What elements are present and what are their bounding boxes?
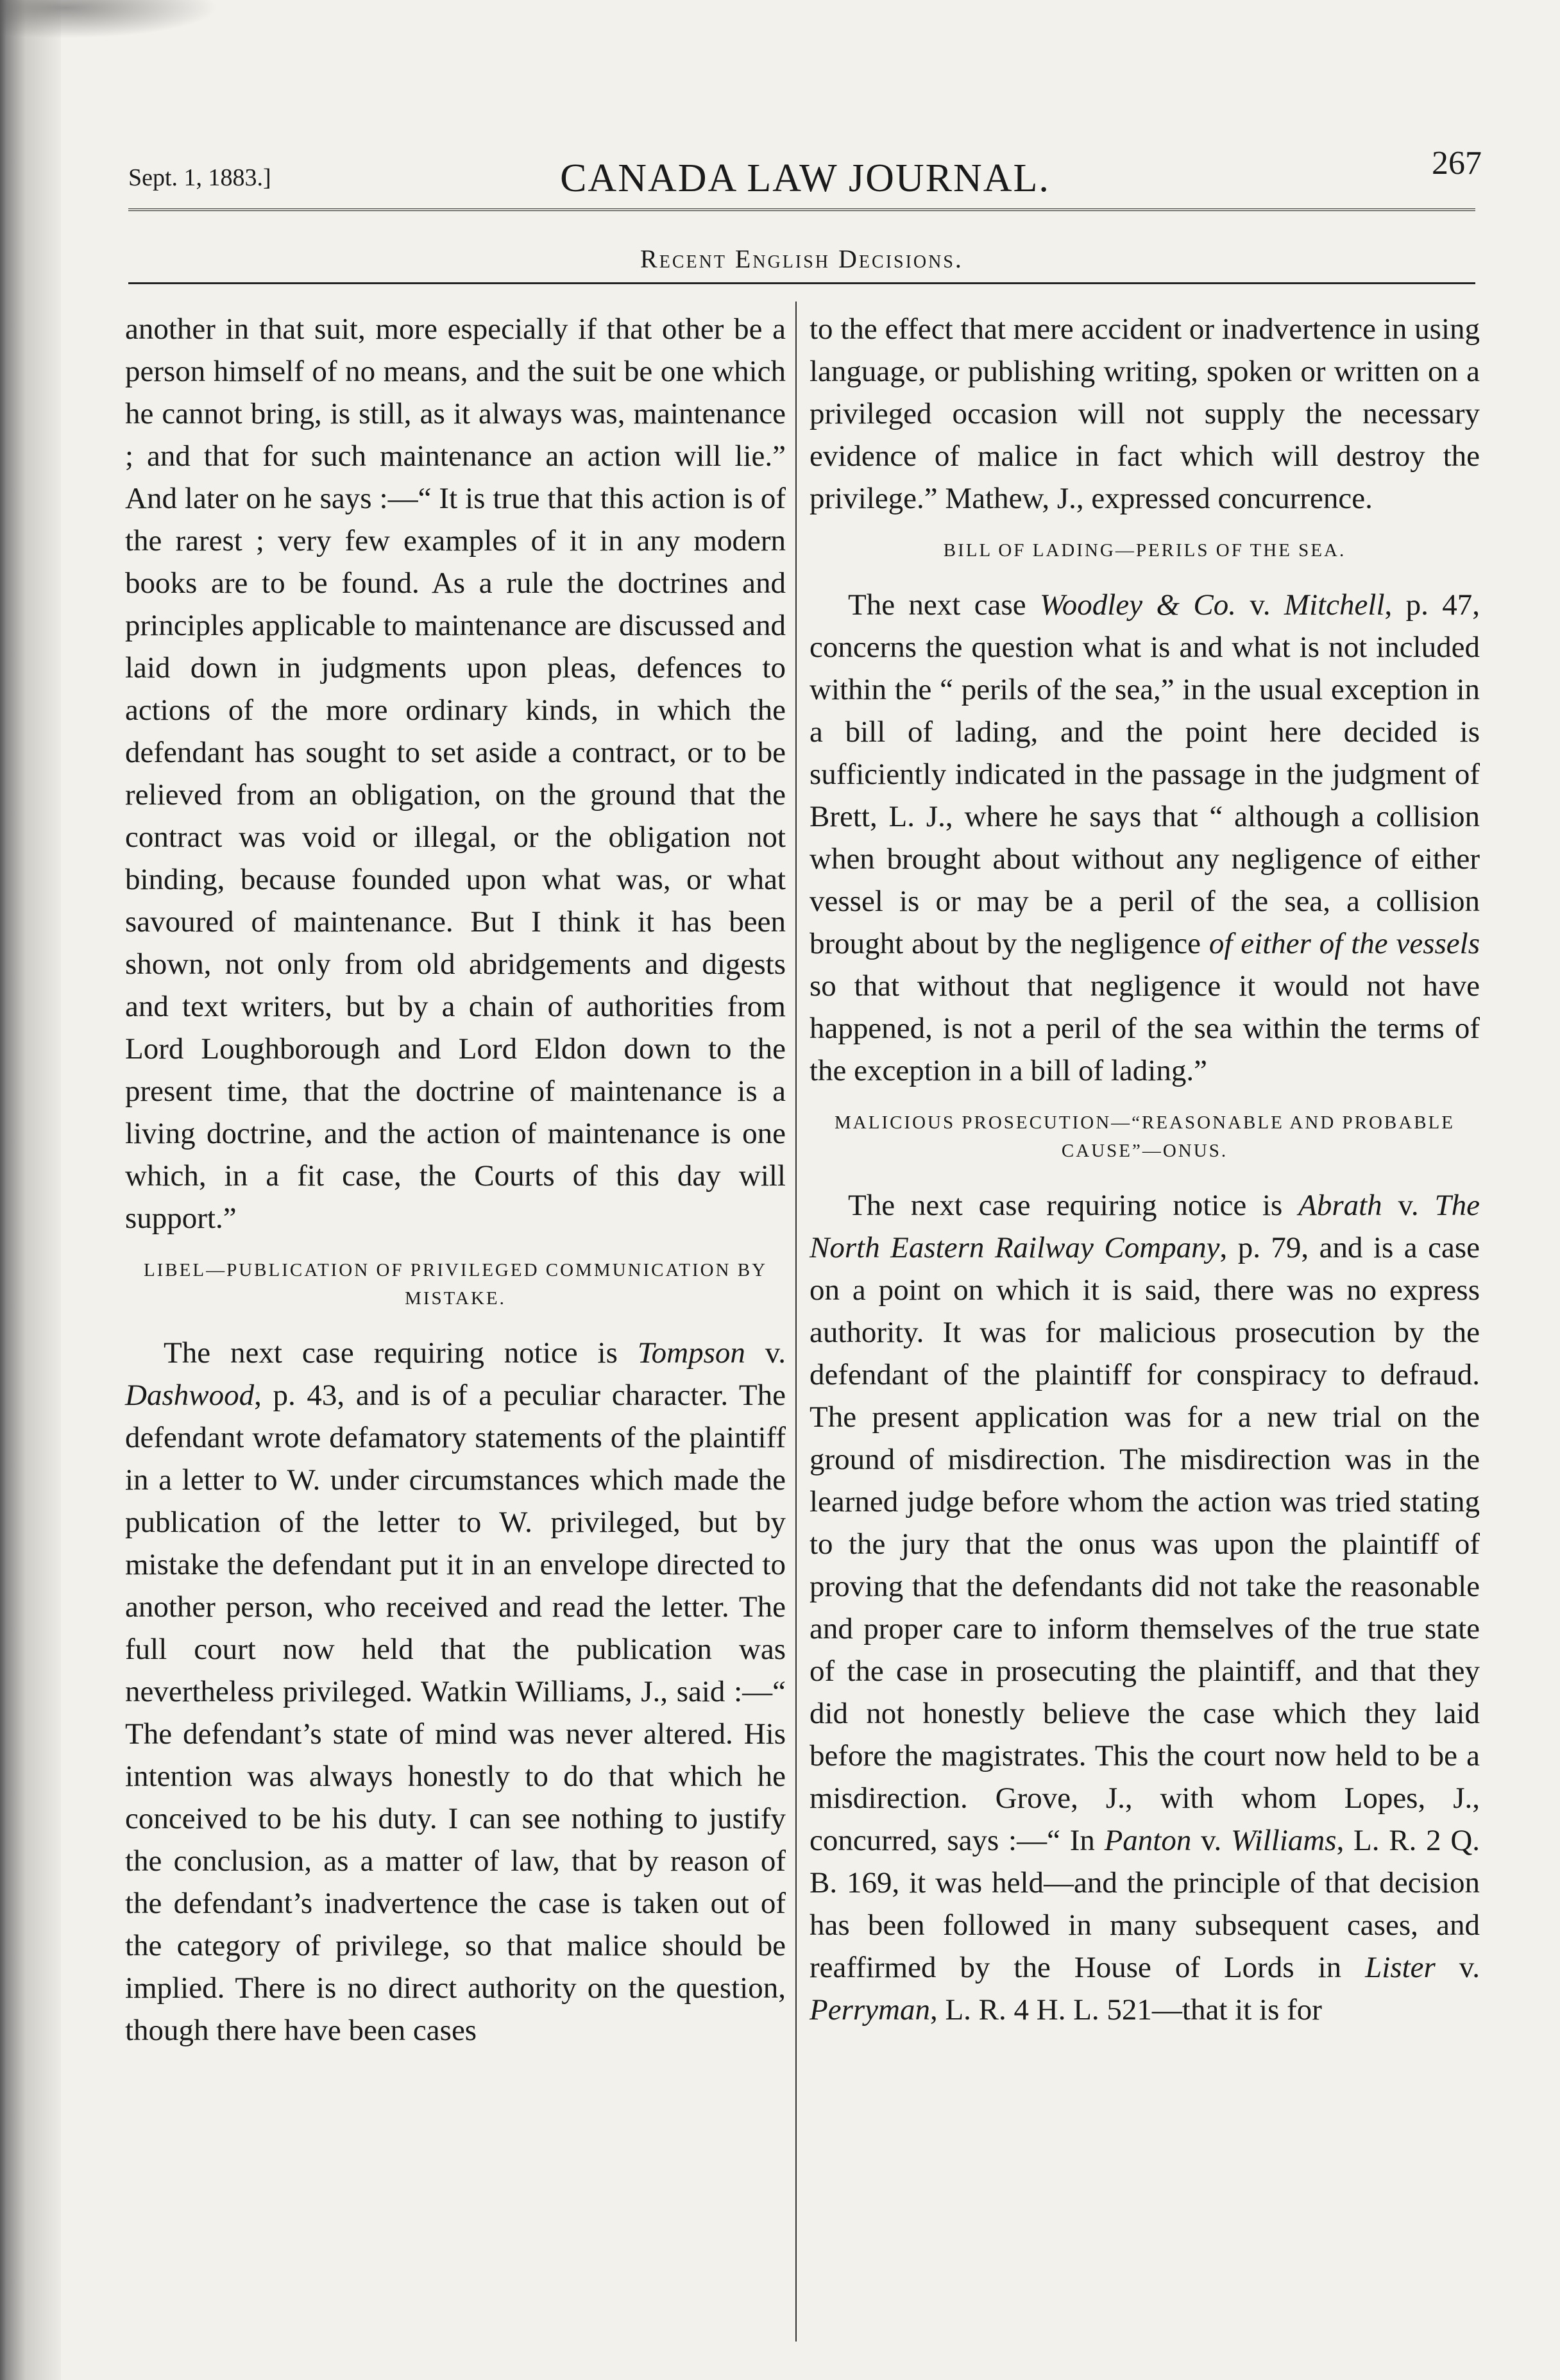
journal-title: CANADA LAW JOURNAL. <box>560 157 1050 200</box>
text-run: , p. 43, and is of a peculiar character. The defendant wrote defamatory statements of the plaintiff in a letter to W. under circumstances which made the publication of the letter to W. privileged, but by mistake the defendant put it in an envelope directed to another person, who received and read the letter. The full court now held that the publication was nevertheless privileged. Watkin Williams, J., said :—“ The defendant’s state of mind was never altered. His intention was always honestly to do that which he conceived to be his duty. I can see nothing to justify the conclusion, as a matter of law, that by reason of the defendant’s inadvertence the case is taken out of the category of privilege, so that malice should be implied. There is no direct authority on the question, though there have been cases <box>125 1379 786 2047</box>
text-run: , p. 47, concerns the question what is and what is not included within the “ perils of the sea,” in the usual exception in a bill of lading, and the point here decided is sufficiently indicated in the passage in the judgment of Brett, L. J., where he says that “ although a collision when brought about without any negligence of either vessel is or may be a peril of the sea, a collision brought about by the negligence <box>810 588 1480 960</box>
text-run: v. <box>1382 1189 1435 1222</box>
paragraph <box>810 1184 1480 2031</box>
column-divider <box>795 302 797 2342</box>
paragraph <box>810 584 1480 1092</box>
case-name: Mitchell <box>1284 588 1385 622</box>
running-header <box>128 144 1482 208</box>
section-subheading: Recent English Decisions. <box>640 244 963 273</box>
case-name: Panton <box>1104 1824 1192 1857</box>
section-heading: LIBEL—PUBLICATION OF PRIVILEGED COMMUNICATION BY MISTAKE. <box>143 1260 768 1309</box>
right-column <box>810 308 1480 2031</box>
text-run: v. <box>745 1336 786 1370</box>
text-run: v. <box>1235 588 1284 622</box>
text-run: , L. R. 4 H. L. 521—that it is for <box>929 1993 1322 2027</box>
header-date: Sept. 1, 1883.] <box>128 164 271 191</box>
scan-corner-stain <box>0 0 218 38</box>
case-name: Williams <box>1231 1824 1337 1857</box>
paragraph: another in that suit, more especially if that other be a person himself of no means, and the suit be one which he cannot bring, is still, as it always was, maintenance ; and that for such maintenance an action will lie.” And later on he says :—“ It is true that this action is of the rarest ; very few examples of it in any modern books are to be found. As a rule the doctrines and principles applicable to maintenance are discussed and laid down in judgments upon pleas, defences to actions of the more ordinary kinds, in which the defendant has sought to set aside a contract, or to be relieved from an obligation, on the ground that the contract was void or illegal, or the obligation not binding, because founded upon what was, or what savoured of maintenance. But I think it has been shown, not only from old abridgements and digests and text writers, but by a chain of authorities from Lord Loughborough and Lord Eldon down to the present time, that the doctrine of maintenance is a living doctrine, and the action of maintenance is one which, in a fit case, the Courts of this day will support.” <box>125 312 786 1235</box>
text-run: The next case requiring notice is <box>848 1189 1299 1222</box>
case-name: Woodley & Co. <box>1039 588 1236 622</box>
paragraph: to the effect that mere accident or inadvertence in using language, or publishing writing, spoken or written on a privileged occasion will not supply the necessary evidence of malice in fact which will destroy the privilege.” Mathew, J., expressed concurrence. <box>810 312 1480 515</box>
case-name: Lister <box>1365 1951 1436 1984</box>
header-rule <box>128 208 1475 211</box>
case-name: Abrath <box>1298 1189 1382 1222</box>
paragraph <box>125 1332 786 2052</box>
case-name: Tompson <box>637 1336 745 1370</box>
page-number: 267 <box>1432 145 1482 182</box>
case-name: The North Eastern Railway Company <box>810 1189 1480 1264</box>
text-run: The next case requiring notice is <box>164 1336 638 1370</box>
emphasis: of either of the vessels <box>1208 927 1480 960</box>
section-heading: BILL OF LADING—PERILS OF THE SEA. <box>943 540 1346 561</box>
case-name: Dashwood <box>125 1379 255 1412</box>
text-run: so that without that negligence it would not have happened, is not a peril of the sea within the terms of the exception in a bill of lading.” <box>810 969 1480 1087</box>
text-run: , p. 79, and is a case on a point on which it is said, there was no express authority. It was for malicious prosecution by the defendant of the plaintiff for conspiracy to defraud. The present application was for a new trial on the ground of misdirection. The misdirection was in the learned judge before whom the action was tried stating to the jury that the onus was upon the plaintiff of proving that the defendants did not take the reasonable and proper care to inform themselves of the true state of the case in prosecuting the plaintiff, and that they did not honestly believe the case which they laid before the magistrates. This the court now held to be a misdirection. Grove, J., with whom Lopes, J., concurred, says :—“ In <box>810 1231 1480 1857</box>
text-run: v. <box>1191 1824 1232 1857</box>
scan-binding-shadow <box>0 0 61 2380</box>
text-run: v. <box>1435 1951 1480 1984</box>
text-run: , L. R. 2 Q. B. 169, it was held—and the principle of that decision has been followed in many subsequent cases, and reaffirmed by the House of Lords in <box>810 1824 1480 1984</box>
case-name: Perryman <box>810 1993 930 2027</box>
text-run: The next case <box>848 588 1040 622</box>
section-heading: MALICIOUS PROSECUTION—“REASONABLE AND PROBABLE CAUSE”—ONUS. <box>835 1112 1455 1161</box>
subheading-rule <box>128 282 1475 284</box>
left-column <box>125 308 786 2052</box>
